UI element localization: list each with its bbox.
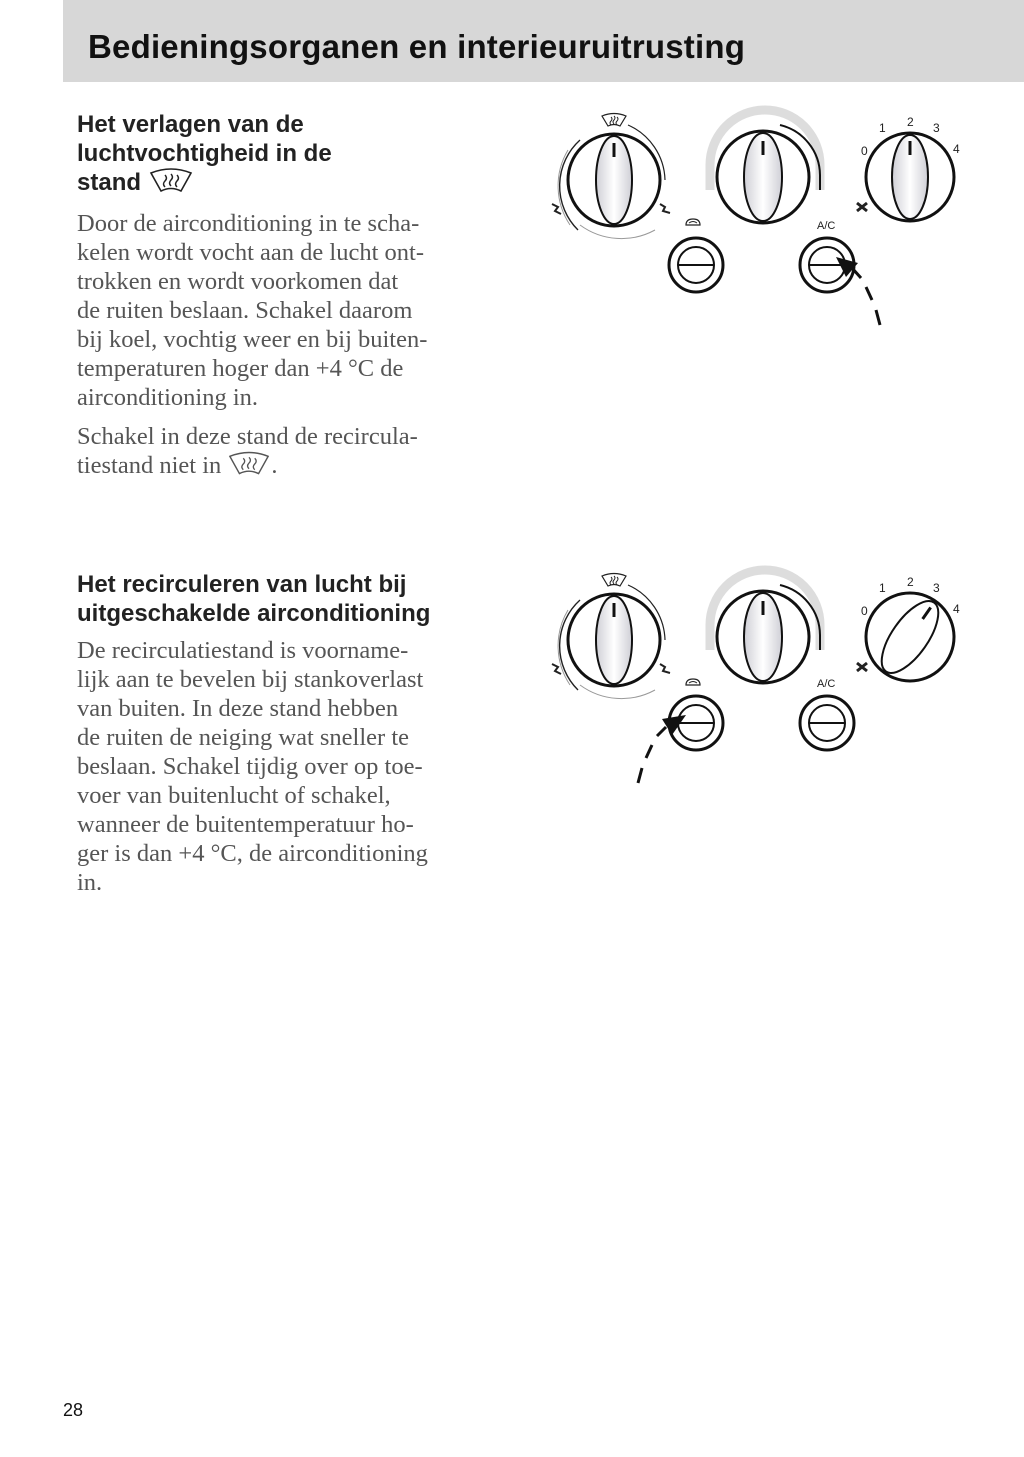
text-line: wanneer de buitentemperatuur ho-: [77, 811, 414, 838]
recirculation-button: [669, 238, 723, 292]
heading-line: stand: [77, 169, 142, 196]
text-line: De recirculatiestand is voorname-: [77, 637, 409, 664]
text-line: van buiten. In deze stand hebben: [77, 695, 399, 722]
face-vent-icon: [660, 664, 670, 673]
fan-label-0: 0: [861, 604, 868, 618]
climate-panel-figure-ac: [540, 105, 980, 340]
text-line: in.: [77, 869, 103, 896]
fan-speed-knob: [861, 115, 960, 221]
fan-label-1: 1: [879, 581, 886, 595]
header-band: [63, 0, 1024, 82]
fan-label-2: 2: [907, 115, 914, 129]
text-line: Door de airconditioning in te scha-: [77, 210, 420, 237]
temperature-knob: [710, 110, 820, 223]
heading-line: uitgeschakelde airconditioning: [77, 600, 431, 627]
section-dehumidify-paragraph: [77, 209, 517, 412]
section-recirculate-heading: [77, 570, 517, 628]
text-line: de ruiten de neiging wat sneller te: [77, 724, 409, 751]
climate-panel-figure-recirc: [540, 565, 980, 800]
ac-label: A/C: [817, 220, 836, 232]
page-number: 28: [63, 1400, 84, 1420]
text-line: airconditioning in.: [77, 384, 258, 411]
defrost-icon: [148, 168, 194, 201]
section-recirculate-paragraph: [77, 636, 517, 897]
fan-label-4: 4: [953, 142, 960, 156]
page-title: Bedieningsorganen en interieuruitrusting: [88, 28, 746, 65]
air-distribution-knob: [558, 585, 665, 699]
fan-label-1: 1: [879, 121, 886, 135]
section-dehumidify-note: [77, 422, 517, 484]
section-recirculate: [77, 570, 517, 897]
fan-icon: [857, 663, 867, 671]
text-line: ger is dan +4 °C, de airconditioning: [77, 840, 428, 867]
air-distribution-knob: [558, 125, 665, 239]
text-line: tiestand niet in: [77, 452, 222, 479]
defrost-icon: [602, 574, 626, 587]
fan-label-3: 3: [933, 581, 940, 595]
fan-speed-knob: [861, 575, 960, 682]
fan-label-4: 4: [953, 602, 960, 616]
section-dehumidify: [77, 110, 517, 484]
text-line: lijk aan te bevelen bij stankoverlast: [77, 666, 424, 693]
text-line: de ruiten beslaan. Schakel daarom: [77, 297, 413, 324]
heading-line: Het verlagen van de: [77, 111, 304, 138]
text-line: beslaan. Schakel tijdig over op toe-: [77, 753, 423, 780]
fan-label-2: 2: [907, 575, 914, 589]
fan-label-3: 3: [933, 121, 940, 135]
ac-label: A/C: [817, 678, 836, 690]
ac-button: [800, 696, 854, 750]
recirculation-icon: [686, 219, 700, 225]
defrost-icon: [602, 114, 626, 127]
text-line: trokken en wordt voorkomen dat: [77, 268, 399, 295]
text-punctuation: .: [271, 452, 278, 479]
text-line: kelen wordt vocht aan de lucht ont-: [77, 239, 424, 266]
fan-label-0: 0: [861, 144, 868, 158]
fan-icon: [857, 203, 867, 211]
section-dehumidify-heading: [77, 110, 517, 201]
pointer-arrow: [836, 257, 880, 325]
footwell-icon: [552, 664, 561, 674]
text-line: Schakel in deze stand de recircula-: [77, 423, 418, 450]
face-vent-icon: [660, 204, 670, 213]
pointer-arrow: [638, 715, 686, 783]
text-line: bij koel, vochtig weer en bij buiten-: [77, 326, 428, 353]
text-line: temperaturen hoger dan +4 °C de: [77, 355, 404, 382]
heading-line: luchtvochtigheid in de: [77, 140, 332, 167]
heading-line: Het recirculeren van lucht bij: [77, 571, 407, 598]
footwell-icon: [552, 204, 561, 214]
recirculation-icon: [686, 679, 700, 685]
defrost-icon: [227, 451, 271, 484]
text-line: voer van buitenlucht of schakel,: [77, 782, 391, 809]
temperature-knob: [710, 570, 820, 683]
